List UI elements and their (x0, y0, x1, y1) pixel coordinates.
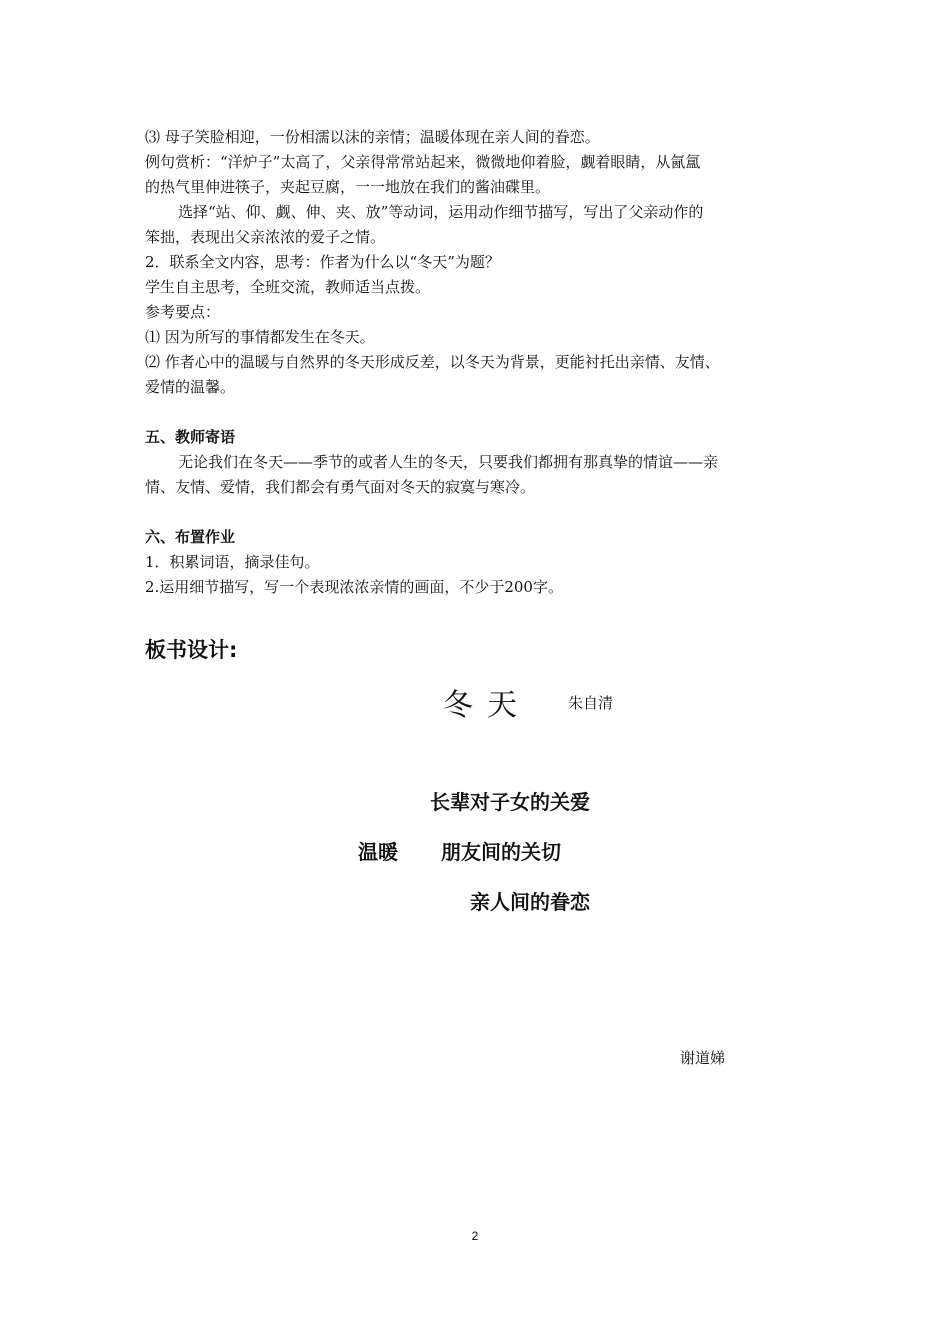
page-number: 2 (471, 1229, 479, 1243)
body-line: 参考要点： (145, 303, 221, 321)
board-branch-item: 长辈对子女的关爱 (430, 790, 590, 814)
body-line: ⑴ 因为所写的事情都发生在冬天。 (145, 328, 375, 346)
list-item: 1．积累词语，摘录佳句。 (145, 553, 320, 571)
author-signature: 谢道娣 (680, 1049, 726, 1067)
body-line: ⑶ 母子笑脸相迎，一份相濡以沫的亲情；温暖体现在亲人间的眷恋。 (145, 128, 600, 146)
list-item: 2.运用细节描写，写一个表现浓浓亲情的画面，不少于200字。 (145, 578, 563, 596)
body-line: 2．联系全文内容，思考：作者为什么以“冬天”为题？ (145, 253, 500, 271)
board-title: 冬天 (443, 688, 531, 723)
board-branch-item: 朋友间的关切 (441, 840, 561, 864)
board-design-heading: 板书设计: (145, 638, 238, 662)
section-heading: 五、教师寄语 (145, 428, 236, 446)
body-line: 学生自主思考，全班交流，教师适当点拨。 (145, 278, 431, 296)
board-author: 朱自清 (568, 694, 614, 712)
board-branch-item: 亲人间的眷恋 (470, 890, 590, 914)
body-line: 选择“站、仰、觑、伸、夹、放”等动词，运用动作细节描写，写出了父亲动作的 (178, 203, 704, 221)
section-heading: 六、布置作业 (145, 528, 236, 546)
body-line: 笨拙，表现出父亲浓浓的爱子之情。 (145, 228, 386, 246)
body-line: 情、友情、爱情，我们都会有勇气面对冬天的寂寞与寒冷。 (145, 478, 536, 496)
body-line: 的热气里伸进筷子，夹起豆腐，一一地放在我们的酱油碟里。 (145, 178, 551, 196)
body-line: ⑵ 作者心中的温暖与自然界的冬天形成反差，以冬天为背景，更能衬托出亲情、友情、 (145, 353, 720, 371)
body-line: 爱情的温馨。 (145, 378, 236, 396)
board-center-word: 温暖 (358, 840, 398, 864)
body-line: 无论我们在冬天——季节的或者人生的冬天，只要我们都拥有那真挚的情谊——亲 (178, 453, 719, 471)
body-line: 例句赏析：“洋炉子”太高了，父亲得常常站起来，微微地仰着脸，觑着眼睛，从氤氲 (145, 153, 701, 171)
